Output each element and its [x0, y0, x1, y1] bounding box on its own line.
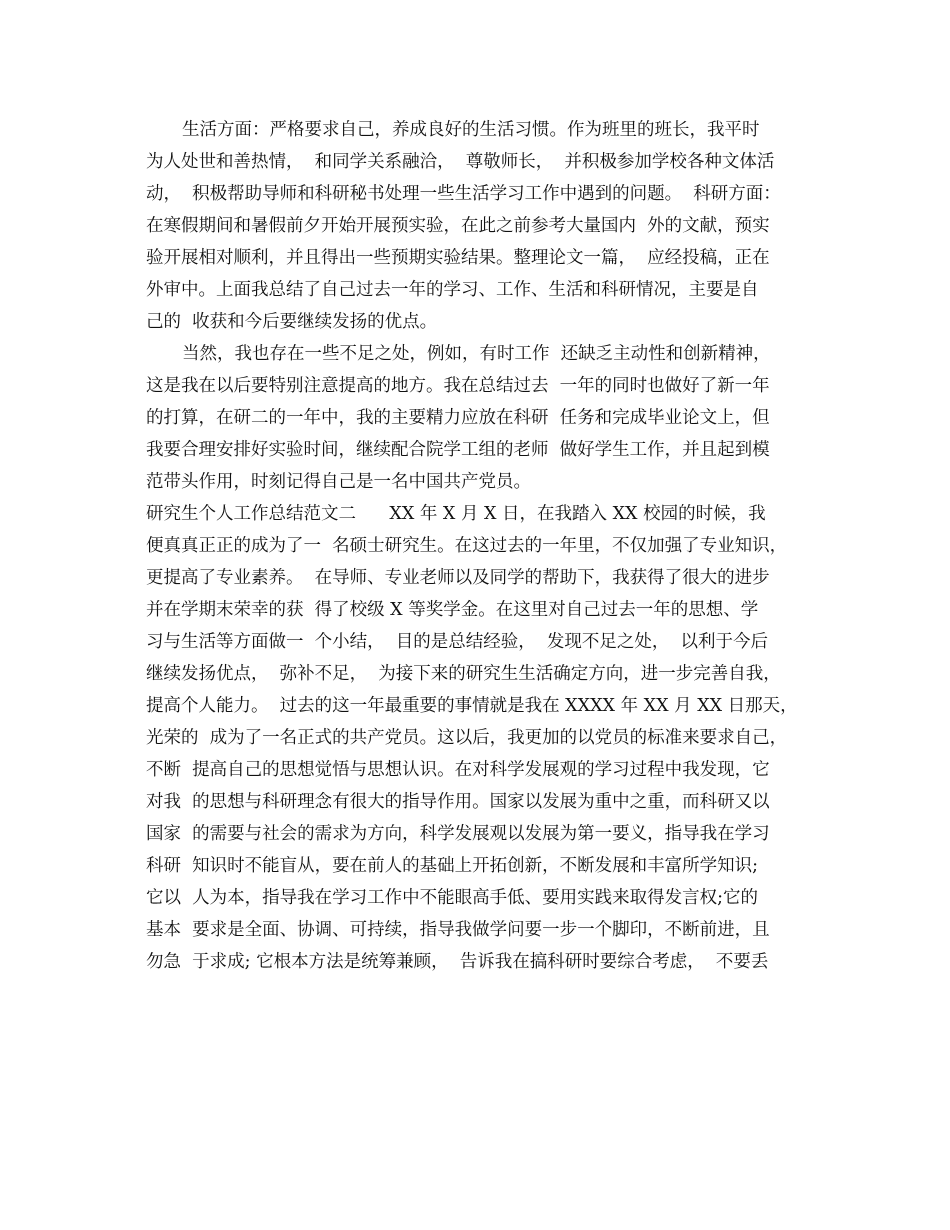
document-body [146, 114, 818, 978]
text-line: 并在学期末荣幸的获 得了校级 X 等奖学金。在这里对自己过去一年的思想、学 [146, 600, 759, 620]
text-line: 提高个人能力。 过去的这一年最重要的事情就是我在 XXXX 年 XX 月 XX 日那天， [146, 696, 798, 716]
text-line: 的打算，在研二的一年中，我的主要精力应放在科研 任务和完成毕业论文上，但 [146, 408, 770, 428]
text-line: 更提高了专业素养。 在导师、专业老师以及同学的帮助下，我获得了很大的进步 [146, 568, 770, 588]
text-line: 继续发扬优点， 弥补不足， 为接下来的研究生生活确定方向，进一步完善自我， [146, 664, 781, 684]
text-line: 勿急 于求成; 它根本方法是统筹兼顾， 告诉我在搞科研时要综合考虑， 不要丢 [146, 952, 769, 972]
section-heading-line: 研究生个人工作总结范文二 XX 年 X 月 X 日，在我踏入 XX 校园的时候，我 [146, 504, 766, 524]
text-line: 习与生活等方面做一 个小结， 目的是总结经验， 发现不足之处， 以利于今后 [146, 632, 768, 652]
text-line: 这是我在以后要特别注意提高的地方。我在总结过去 一年的同时也做好了新一年 [146, 376, 770, 396]
text-line: 科研 知识时不能盲从，要在前人的基础上开拓创新，不断发展和丰富所学知识; [146, 856, 759, 876]
text-line: 为人处世和善热情， 和同学关系融洽， 尊敬师长， 并积极参加学校各种文体活 [146, 152, 775, 172]
text-line: 验开展相对顺利，并且得出一些预期实验结果。整理论文一篇， 应经投稿，正在 [146, 248, 770, 268]
text-line: 便真真正正的成为了一 名硕士研究生。在这过去的一年里，不仅加强了专业知识， [146, 536, 788, 556]
text-line: 在寒假期间和暑假前夕开始开展预实验，在此之前参考大量国内 外的文献，预实 [146, 216, 770, 236]
text-line: 动， 积极帮助导师和科研秘书处理一些生活学习工作中遇到的问题。 科研方面： [146, 184, 781, 204]
text-line: 我要合理安排好实验时间，继续配合院学工组的老师 做好学生工作，并且起到模 [146, 440, 770, 460]
text-line: 国家 的需要与社会的需求为方向，科学发展观以发展为第一要义，指导我在学习 [146, 824, 770, 844]
text-line: 生活方面：严格要求自己，养成良好的生活习惯。作为班里的班长，我平时 [182, 120, 760, 140]
text-line: 基本 要求是全面、协调、可持续，指导我做学问要一步一个脚印，不断前进，且 [146, 920, 770, 940]
text-line: 范带头作用，时刻记得自己是一名中国共产党员。 [146, 472, 531, 492]
text-line: 不断 提高自己的思想觉悟与思想认识。在对科学发展观的学习过程中我发现，它 [146, 760, 770, 780]
text-line: 对我 的思想与科研理念有很大的指导作用。国家以发展为重中之重，而科研又以 [146, 792, 770, 812]
text-line: 当然，我也存在一些不足之处，例如，有时工作 还缺乏主动性和创新精神， [182, 344, 771, 364]
text-line: 己的 收获和今后要继续发扬的优点。 [146, 312, 438, 332]
text-line: 外审中。上面我总结了自己过去一年的学习、工作、生活和科研情况，主要是自 [146, 280, 759, 300]
text-line: 光荣的 成为了一名正式的共产党员。这以后，我更加的以党员的标准来要求自己， [146, 728, 788, 748]
text-line: 它以 人为本，指导我在学习工作中不能眼高手低、要用实践来取得发言权;它的 [146, 888, 759, 908]
